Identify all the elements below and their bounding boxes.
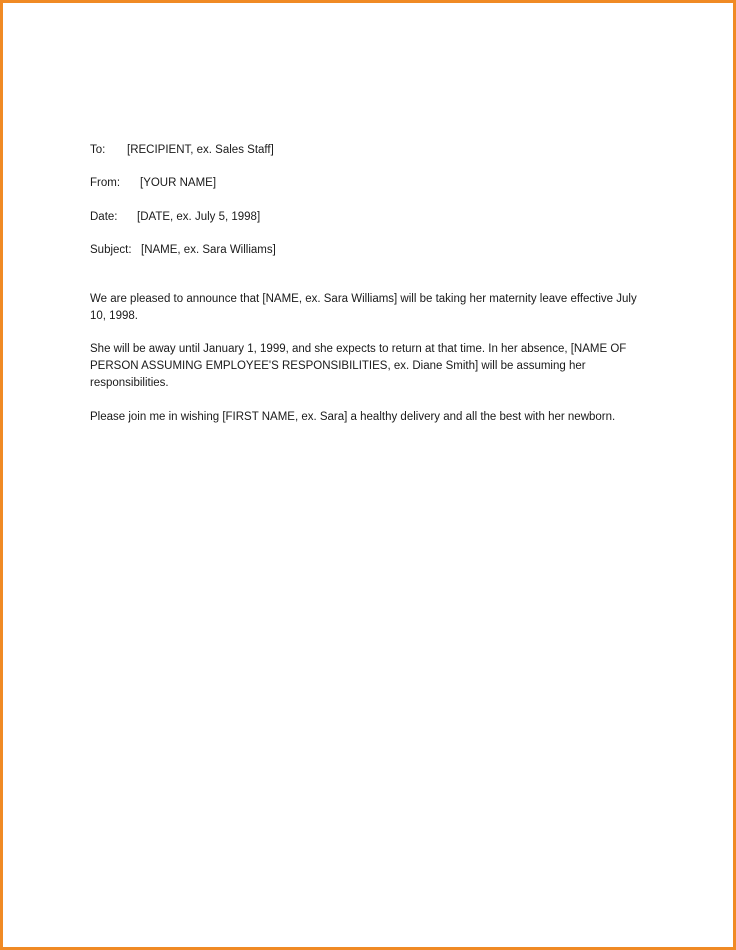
subject-line	[90, 241, 650, 274]
date-label: Date:	[90, 210, 118, 223]
body-paragraph-2: She will be away until January 1, 1999, and she expects to return at that time. In her absence, [NAME OF PERSON ASSUMING EMPLOYEE'S RESPONSIBILITIES, ex. Diane Smith] will be assuming her responsibilities.	[90, 343, 627, 390]
date-value: [DATE, ex. July 5, 1998]	[137, 210, 261, 223]
memo-content	[90, 141, 650, 442]
from-value: [YOUR NAME]	[140, 177, 217, 190]
body-paragraph-3: Please join me in wishing [FIRST NAME, ex. Sara] a healthy delivery and all the best with her newborn.	[90, 410, 616, 423]
from-label: From:	[90, 177, 121, 190]
subject-label: Subject:	[90, 244, 132, 257]
memo-body	[90, 291, 650, 426]
to-label: To:	[90, 144, 106, 156]
to-line	[90, 141, 650, 174]
date-line	[90, 208, 650, 241]
subject-value: [NAME, ex. Sara Williams]	[141, 244, 276, 257]
from-line	[90, 174, 650, 207]
to-value: [RECIPIENT, ex. Sales Staff]	[127, 144, 274, 156]
body-paragraph-1: We are pleased to announce that [NAME, ex. Sara Williams] will be taking her maternity leave effective July 10, 1998.	[90, 292, 637, 322]
